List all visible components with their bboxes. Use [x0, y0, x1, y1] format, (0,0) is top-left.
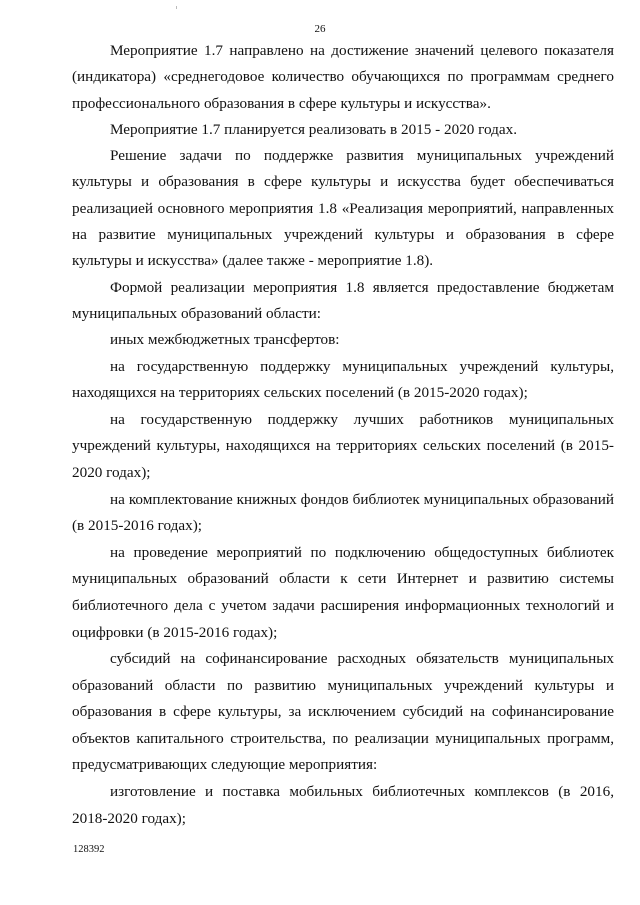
scan-artifact — [176, 6, 177, 9]
paragraph-1: Мероприятие 1.7 направлено на достижение значений целевого показателя (индикатора) «среднегодовое количество обучающихся по программам среднего профессионального образования в сфере культуры и искусства». — [72, 42, 614, 112]
document-body — [72, 38, 614, 832]
paragraph-5: иных межбюджетных трансфертов: — [110, 331, 340, 349]
paragraph-6: на государственную поддержку муниципальных учреждений культуры, находящихся на территориях сельских поселений (в 2015-2020 годах); — [72, 357, 614, 402]
paragraph-2: Мероприятие 1.7 планируется реализовать в 2015 - 2020 годах. — [110, 120, 518, 138]
paragraph-11: изготовление и поставка мобильных библиотечных комплексов (в 2016, 2018-2020 годах); — [72, 783, 614, 827]
page-number: 26 — [314, 23, 326, 35]
paragraph-10: субсидий на софинансирование расходных обязательств муниципальных образований области по развитию муниципальных учреждений культуры и образования в сфере культуры, за исключением субсидий на софинансирование объектов капитального строительства, по реализации муниципальных программ, предусматривающих следующие мероприятия: — [72, 650, 614, 774]
paragraph-9: на проведение мероприятий по подключению общедоступных библиотек муниципальных образований области к сети Интернет и развитию системы библиотечного дела с учетом задачи расширения информационных технологий и оцифровки (в 2015-2016 годах); — [72, 543, 614, 641]
paragraph-8: на комплектование книжных фондов библиотек муниципальных образований (в 2015-2016 годах); — [72, 490, 614, 535]
paragraph-7: на государственную поддержку лучших работников муниципальных учреждений культуры, находящихся на территориях сельских поселений (в 2015-2020 годах); — [72, 410, 614, 481]
paragraph-4: Формой реализации мероприятия 1.8 является предоставление бюджетам муниципальных образований области: — [72, 278, 614, 322]
document-code: 128392 — [73, 844, 105, 855]
paragraph-3: Решение задачи по поддержке развития муниципальных учреждений культуры и образования в сфере культуры и искусства будет обеспечиваться реализацией основного мероприятия 1.8 «Реализация мероприятий, направленных на развитие муниципальных учреждений культуры и образования в сфере культуры и искусства» (далее также - мероприятие 1.8). — [72, 147, 614, 270]
